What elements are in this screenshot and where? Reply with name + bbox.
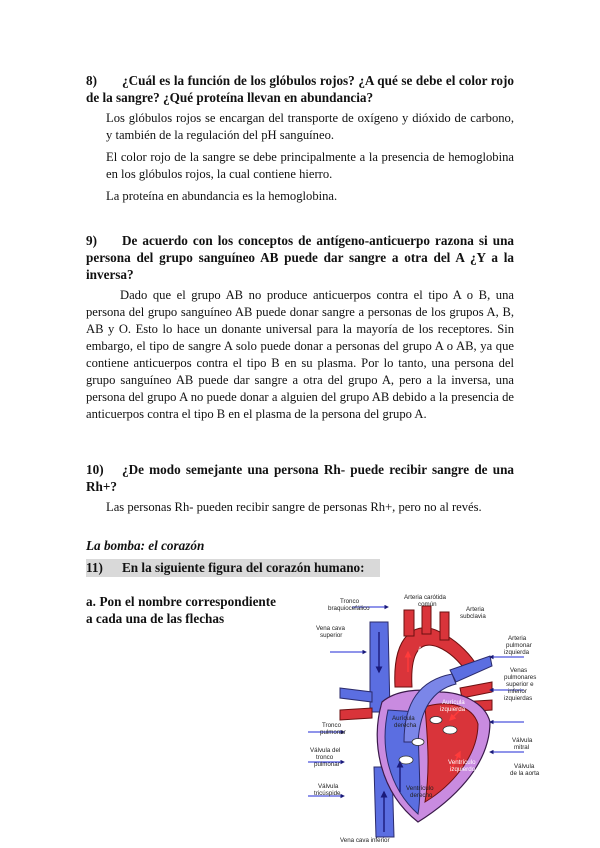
label-ventriculo-derecho: Ventrículo derecho <box>406 785 434 799</box>
label-arteria-subclavia: Arteria subclavia <box>460 606 486 620</box>
label-tronco-pulmonar: Tronco pulmonar <box>320 722 346 736</box>
arteria-subclavia-shape <box>440 612 449 640</box>
valvula-mitral-shape <box>443 726 457 734</box>
valvula-aorta-shape <box>430 717 442 724</box>
sub-question-a: a. Pon el nombre correspondiente a cada una de las flechas <box>86 594 276 626</box>
label-auricula-izquierda: Aurícula izquierda <box>440 699 466 713</box>
section-title: La bomba: el corazón <box>86 538 205 553</box>
label-arteria-pulmonar-izquierda: Arteria pulmonar izquierda <box>504 635 532 656</box>
label-vena-cava-inferior: Vena cava inferior <box>340 837 390 844</box>
question-number: 10) <box>86 462 104 477</box>
label-valvula-tricuspide: Válvula tricúspide <box>314 783 341 797</box>
question-number: 9) <box>86 233 97 248</box>
answer-paragraph: Dado que el grupo AB no produce anticuerpos contra el tipo A o B, una persona del grupo sanguíneo AB puede donar sangre a personas de los grupos A, B, AB y O. Esto lo hace un donante universal para la mayoría de los receptores. Sin embargo, el tipo de sangre A solo puede donar a personas del grupo A o AB, ya que contiene anticuerpos contra el tipo B en su plasma. Por lo tanto, una persona del grupo sanguíneo AB puede dar sangre a otra del grupo A, pero a la inversa, una persona del grupo A no puede donar a alguien del grupo AB debido a la presencia de anticuerpos contra el tipo B en el plasma de la persona del grupo A. <box>86 288 514 421</box>
valvula-tronco-shape <box>412 739 424 746</box>
label-valvula-mitral: Válvula mitral <box>512 737 533 751</box>
label-ventriculo-izquierdo: Ventrículo izquierdo <box>448 759 476 773</box>
pulmonar-derecha-shape <box>340 688 372 702</box>
valvula-tricuspide-shape <box>399 756 413 764</box>
question-number: 8) <box>86 73 97 88</box>
arteria-carotida-shape <box>422 606 431 634</box>
question-10 <box>86 461 514 495</box>
question-8 <box>86 72 514 106</box>
question-text: ¿De modo semejante una persona Rh- puede recibir sangre de una Rh+? <box>86 462 514 494</box>
label-aorta: Aorta <box>418 646 433 653</box>
label-tronco-braquiocefalico: Tronco braquiocefálico <box>328 598 370 612</box>
answer-paragraph: Los glóbulos rojos se encargan del transporte de oxígeno y dióxido de carbono, y también de la regulación del pH sanguíneo. <box>106 111 514 142</box>
question-text: ¿Cuál es la función de los glóbulos rojos? ¿A qué se debe el color rojo de la sangre? ¿Qué proteína llevan en abundancia? <box>86 73 514 105</box>
question-text: De acuerdo con los conceptos de antígeno-anticuerpo razona si una persona del grupo sanguíneo AB puede dar sangre a otra del A ¿Y a la inversa? <box>86 233 514 282</box>
answer-paragraph: El color rojo de la sangre se debe principalmente a la presencia de hemoglobina en los glóbulos rojos, la cual contiene hierro. <box>106 150 514 181</box>
venas-pulmonares-derechas-shape <box>340 708 372 720</box>
question-number: 11) <box>86 560 103 575</box>
label-valvula-tronco-pulmonar: Válvula del tronco pulmonar <box>310 747 341 768</box>
venas-pulmonares-shape-1 <box>460 682 492 698</box>
label-arteria-carotida: Arteria carótida común <box>404 594 446 608</box>
label-venas-pulmonares: Venas pulmonares superior e inferior izquierdas <box>504 667 537 702</box>
answer-paragraph: La proteína en abundancia es la hemoglobina. <box>106 189 338 203</box>
label-vena-cava-superior: Vena cava superior <box>316 625 345 639</box>
label-valvula-aorta: Válvula de la aorta <box>510 763 540 777</box>
question-text: En la siguiente figura del corazón humano: <box>122 560 365 575</box>
tronco-braquiocefalico-shape <box>404 610 414 636</box>
heart-diagram <box>300 592 550 844</box>
label-auricula-derecha: Aurícula derecha <box>392 715 417 729</box>
question-9 <box>86 232 514 283</box>
question-11 <box>86 559 380 577</box>
answer-paragraph: Las personas Rh- pueden recibir sangre de personas Rh+, pero no al revés. <box>106 500 482 514</box>
